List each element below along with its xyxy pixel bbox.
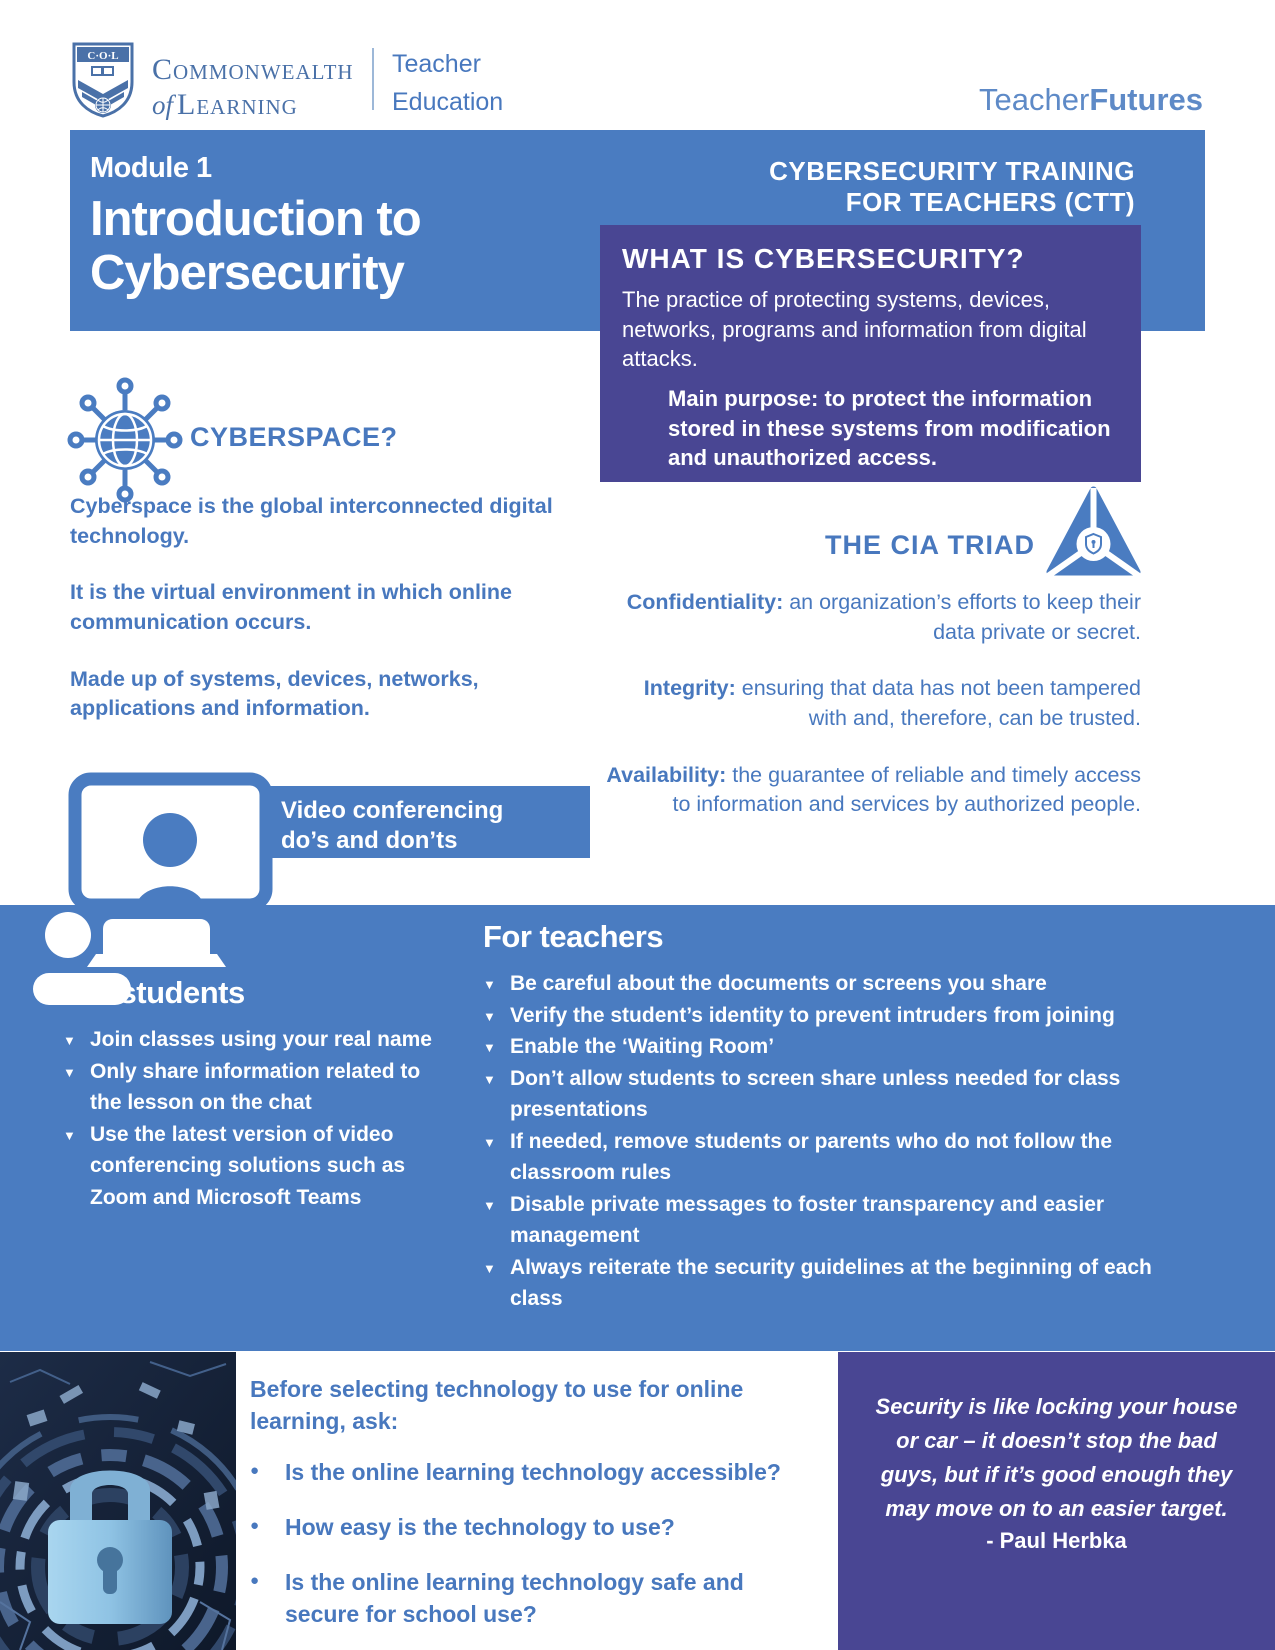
- for-teachers-column: [483, 919, 1175, 1315]
- ctt-heading: CYBERSECURITY TRAINING FOR TEACHERS (CTT): [769, 156, 1135, 218]
- cyberspace-title: CYBERSPACE?: [190, 422, 398, 452]
- wordmark-learning: Learning: [177, 88, 298, 122]
- cia-triangle-icon: [1046, 486, 1141, 578]
- list-item: ● Is the online learning technology accessible?: [250, 1457, 810, 1488]
- col-acronym: C·O·L: [87, 50, 119, 62]
- triangle-bullet-icon: ▼: [63, 1127, 76, 1143]
- list-item: ▼ Use the latest version of video conferencing solutions such as Zoom and Microsoft Teams: [63, 1119, 463, 1214]
- triangle-bullet-icon: ▼: [483, 1134, 496, 1150]
- triangle-bullet-icon: ▼: [483, 1040, 496, 1055]
- cyberspace-paragraphs: [70, 492, 575, 751]
- triangle-bullet-icon: ▼: [483, 977, 496, 992]
- triangle-bullet-icon: ▼: [483, 1197, 496, 1213]
- globe-network-icon: [66, 376, 184, 504]
- laptop-webcam-icon: [68, 772, 273, 905]
- padlock-image: [0, 1352, 236, 1650]
- module-title-block: [90, 152, 421, 301]
- dot-bullet-icon: ●: [250, 1462, 260, 1480]
- tech-selection-intro: Before selecting technology to use for online learning, ask:: [250, 1376, 744, 1435]
- cyberspace-paragraph: Cyberspace is the global interconnected digital technology.: [70, 494, 553, 548]
- what-is-cybersecurity-box: [600, 225, 1141, 482]
- tech-selection-list: [250, 1457, 810, 1629]
- students-list: [63, 1024, 463, 1213]
- list-item: ▼ Disable private messages to foster transparency and easier management: [483, 1189, 1175, 1252]
- commonwealth-of-learning-wordmark: [152, 52, 354, 123]
- col-logo-shield-icon: [72, 42, 134, 118]
- triangle-bullet-icon: ▼: [63, 1033, 76, 1048]
- for-students-column: [63, 975, 463, 1213]
- cia-triad-definitions: [600, 588, 1141, 847]
- quote-attribution: - Paul Herbka: [986, 1528, 1127, 1554]
- list-item: ▼ Don’t allow students to screen share unless needed for class presentations: [483, 1063, 1175, 1126]
- cyberspace-paragraph: It is the virtual environment in which online communication occurs.: [70, 580, 512, 634]
- quote-text: Security is like locking your house or car – it doesn’t stop the bad guys, but if it’s good enough they may move on to an easier target.: [875, 1394, 1238, 1522]
- dot-bullet-icon: ●: [250, 1572, 260, 1590]
- page-title: Introduction to Cybersecurity: [90, 192, 421, 300]
- triangle-bullet-icon: ▼: [63, 1064, 76, 1080]
- cia-item-integrity: Integrity: ensuring that data has not been tampered with and, therefore, can be trusted.: [643, 676, 1141, 730]
- list-item: ▼ Join classes using your real name: [63, 1024, 463, 1056]
- list-item: ▼ Be careful about the documents or screens you share: [483, 968, 1175, 1000]
- for-students-heading: For students: [63, 975, 245, 1010]
- wordmark-commonwealth: Commonwealth: [152, 53, 354, 86]
- list-item: ▼ Always reiterate the security guidelines at the beginning of each class: [483, 1252, 1175, 1315]
- triangle-bullet-icon: ▼: [483, 1008, 496, 1024]
- teachers-list: [483, 968, 1175, 1315]
- video-conferencing-banner: Video conferencing do’s and don’ts: [253, 786, 590, 858]
- module-label: Module 1: [90, 152, 212, 184]
- triangle-bullet-icon: ▼: [483, 1071, 496, 1087]
- list-item: ● How easy is the technology to use?: [250, 1512, 810, 1543]
- tech-selection-block: [250, 1373, 810, 1650]
- for-teachers-heading: For teachers: [483, 919, 664, 954]
- list-item: ▼ If needed, remove students or parents who do not follow the classroom rules: [483, 1126, 1175, 1189]
- what-is-body: The practice of protecting systems, devices, networks, programs and information from digital attacks.: [622, 287, 1087, 372]
- triangle-bullet-icon: ▼: [483, 1260, 496, 1276]
- list-item: ● Is the online learning technology safe and secure for school use?: [250, 1567, 810, 1629]
- list-item: ▼ Enable the ‘Waiting Room’: [483, 1031, 1175, 1063]
- cia-item-availability: Availability: the guarantee of reliable and timely access to information and services by authorized people.: [606, 762, 1141, 817]
- wordmark-of: of: [152, 90, 174, 121]
- list-item: ▼ Only share information related to the lesson on the chat: [63, 1056, 463, 1119]
- list-item: ▼ Verify the student’s identity to prevent intruders from joining: [483, 1000, 1175, 1032]
- dot-bullet-icon: ●: [250, 1517, 260, 1535]
- video-conferencing-section: [0, 905, 1275, 1351]
- what-is-title: WHAT IS CYBERSECURITY?: [622, 243, 1025, 274]
- security-quote-box: [838, 1352, 1275, 1650]
- header-divider: [372, 48, 374, 110]
- cia-item-confidentiality: Confidentiality: an organization’s efforts to keep their data private or secret.: [626, 590, 1141, 644]
- main-purpose: Main purpose: to protect the information stored in these systems from modification and unauthorized access.: [668, 386, 1111, 471]
- cia-triad-title: THE CIA TRIAD: [825, 530, 1035, 560]
- teacher-education-label: Teacher Education: [392, 50, 504, 116]
- teacherfutures-logo: TeacherFutures: [979, 82, 1203, 117]
- cyberspace-paragraph: Made up of systems, devices, networks, applications and information.: [70, 666, 479, 721]
